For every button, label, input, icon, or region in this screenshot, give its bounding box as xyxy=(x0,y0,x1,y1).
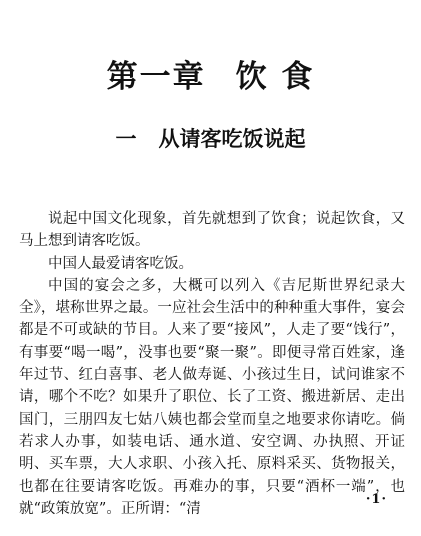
chapter-heading xyxy=(0,58,421,96)
section-number: 一 xyxy=(115,126,137,151)
paragraph: 中国人最爱请客吃饭。 xyxy=(48,255,193,272)
page-number: ·1· xyxy=(365,492,387,507)
section-title: 从请客吃饭说起 xyxy=(158,126,306,151)
section-heading xyxy=(0,125,421,153)
paragraph: 中国的宴会之多，大概可以列入《吉尼斯世界纪录大全》，堪称世界之最。一应社会生活中的种种重大事件，宴会都是不可或缺的节目。人来了要“接风”，人走了要“饯行”，有事要“喝一喝”，没事也要“聚一聚”。即便寻常百姓家，逢年过节、红白喜事、老人做寿诞、小孩过生日，试问谁家不请，哪个不吃？如果升了职位、长了工资、搬进新居、走出国门，三朋四友七姑八姨也都会堂而皇之地要求你请吃。倘若求人办事，如装电话、通水道、安空调、办执照、开证明、买车票，大人求职、小孩入托、原料采买、货物报关，也都在往要请客吃饭。再难办的事，只要“酒杯一端”，也就“政策放宽”。正所谓：“清 xyxy=(19,277,405,517)
chapter-title: 饮 食 xyxy=(235,59,315,95)
chapter-label: 第一章 xyxy=(106,59,206,95)
body-text xyxy=(19,208,405,520)
paragraph: 说起中国文化现象，首先就想到了饮食；说起饮食，又马上想到请客吃饭。 xyxy=(19,211,405,250)
